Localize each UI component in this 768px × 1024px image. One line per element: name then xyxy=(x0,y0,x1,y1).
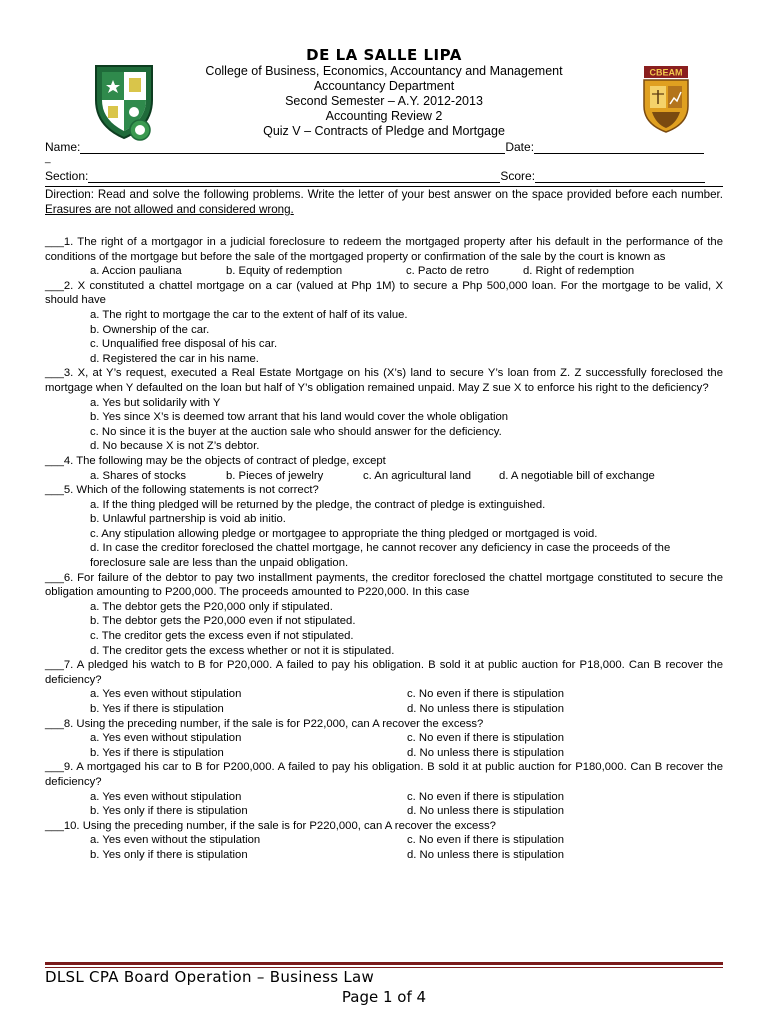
footer-title: DLSL CPA Board Operation – Business Law xyxy=(45,968,375,986)
option[interactable]: b. Pieces of jewelry xyxy=(226,469,324,482)
question-10-options-row1 xyxy=(45,833,723,848)
option[interactable]: b. Equity of redemption xyxy=(226,265,343,278)
question-4: ___4. The following may be the objects of contract of pledge, except xyxy=(45,454,386,467)
option[interactable]: a. The right to mortgage the car to the extent of half of its value. xyxy=(90,308,408,321)
option[interactable]: c. No even if there is stipulation xyxy=(407,790,564,803)
option[interactable]: d. Registered the car in his name. xyxy=(90,352,259,365)
option[interactable]: c. No even if there is stipulation xyxy=(407,688,564,701)
quiz-title: Quiz V – Contracts of Pledge and Mortgage xyxy=(263,124,505,138)
option[interactable]: b. Unlawful partnership is void ab initio. xyxy=(90,513,286,526)
option[interactable]: c. Pacto de retro xyxy=(406,265,489,278)
question-9: ___9. A mortgaged his car to B for P200,000. A failed to pay his obligation. B sold it at public auction for P180,000. Can B recover the deficiency? xyxy=(45,761,723,788)
option[interactable]: d. In case the creditor foreclosed the chattel mortgage, he cannot recover any deficiency in case the proceeds of the foreclosure sale are less than the unpaid obligation. xyxy=(90,542,671,570)
question-8: ___8. Using the preceding number, if the sale is for P22,000, can A recover the excess? xyxy=(45,717,484,730)
option[interactable]: d. No unless there is stipulation xyxy=(407,703,564,715)
option[interactable]: d. No unless there is stipulation xyxy=(407,848,564,861)
option[interactable]: a. Yes even without the stipulation xyxy=(90,834,261,847)
option[interactable]: b. Yes if there is stipulation xyxy=(90,703,224,715)
question-7-options-row1 xyxy=(45,687,723,702)
option[interactable]: b. Yes if there is stipulation xyxy=(90,746,224,759)
department-name: Accountancy Department xyxy=(313,79,455,93)
option[interactable]: c. No since it is the buyer at the auction sale who should answer for the deficiency. xyxy=(90,425,502,438)
option[interactable]: d. No unless there is stipulation xyxy=(407,746,564,759)
option[interactable]: a. Yes even without stipulation xyxy=(90,732,242,745)
section-label: Section: xyxy=(45,169,89,183)
question-2: ___2. X constituted a chattel mortgage on a car (valued at Php 1M) to secure a Php 500,000 loan. For the mortgage to be valid, X should have xyxy=(45,279,723,307)
option[interactable]: d. No because X is not Z’s debtor. xyxy=(90,440,260,453)
direction-text xyxy=(45,188,723,217)
direction-body: Direction: Read and solve the following problems. Write the letter of your best answer on the space provided before each number. xyxy=(45,188,723,201)
name-date-row xyxy=(45,140,723,154)
question-9-options-row2 xyxy=(45,804,723,819)
option[interactable]: b. Yes only if there is stipulation xyxy=(90,805,248,818)
college-name: College of Business, Economics, Accountancy and Management xyxy=(205,64,563,78)
date-label: Date: xyxy=(505,140,535,154)
question-10-options-row2 xyxy=(45,848,723,863)
page-number: Page 1 of 4 xyxy=(341,988,427,1006)
course-name: Accounting Review 2 xyxy=(325,109,443,123)
option[interactable]: c. An agricultural land xyxy=(363,469,472,482)
option[interactable]: a. If the thing pledged will be returned by the pledge, the contract of pledge is extinguished. xyxy=(90,498,546,511)
name-label: Name: xyxy=(45,140,81,154)
option[interactable]: b. Yes since X’s is deemed tow arrant that his land would cover the whole obligation xyxy=(90,411,509,424)
score-label: Score: xyxy=(500,169,536,183)
option[interactable]: a. Yes even without stipulation xyxy=(90,688,242,701)
semester-line: Second Semester – A.Y. 2012-2013 xyxy=(285,94,483,108)
option[interactable]: c. The creditor gets the excess even if not stipulated. xyxy=(90,630,354,643)
stray-mark: _ xyxy=(45,153,51,164)
option[interactable]: d. Right of redemption xyxy=(523,265,635,278)
question-8-options-row2 xyxy=(45,746,723,761)
svg-text:CBEAM: CBEAM xyxy=(649,67,683,78)
option[interactable]: c. Any stipulation allowing pledge or mortgagee to appropriate the thing pledged or mortgaged is void. xyxy=(90,527,598,540)
option[interactable]: a. Yes but solidarily with Y xyxy=(90,396,221,409)
question-4-options xyxy=(45,469,723,484)
question-10: ___10. Using the preceding number, if the sale is for P220,000, can A recover the excess? xyxy=(45,819,496,832)
option[interactable]: d. No unless there is stipulation xyxy=(407,805,564,818)
footer-divider-thick xyxy=(45,962,723,965)
question-8-options-row1 xyxy=(45,731,723,746)
option[interactable]: a. Shares of stocks xyxy=(90,469,187,482)
section-field[interactable] xyxy=(88,171,500,183)
option[interactable]: a. Accion pauliana xyxy=(90,265,182,278)
questions-list xyxy=(45,235,723,863)
option[interactable]: c. No even if there is stipulation xyxy=(407,732,564,745)
question-5: ___5. Which of the following statements is not correct? xyxy=(45,484,319,497)
option[interactable]: d. The creditor gets the excess whether or not it is stipulated. xyxy=(90,644,395,657)
question-7: ___7. A pledged his watch to B for P20,000. A failed to pay his obligation. B sold it at public auction for P18,000. Can B recover the deficiency? xyxy=(45,659,723,686)
question-3: ___3. X, at Y’s request, executed a Real Estate Mortgage on his (X’s) land to secure Y’s loan from Z. Z successfully foreclosed the mortgage when Y defaulted on the loan but half of Y’s obligation remained unpaid. May Z sue X to enforce his right to the deficiency? xyxy=(45,367,723,394)
section-score-row xyxy=(45,169,723,183)
option[interactable]: d. A negotiable bill of exchange xyxy=(499,469,655,482)
option[interactable]: b. Yes only if there is stipulation xyxy=(90,848,248,861)
question-1: ___1. The right of a mortgagor in a judicial foreclosure to redeem the mortgaged property after his default in the performance of the conditions of the mortgage but before the sale of the mortgaged property or confirmation of the sale by the court is known as xyxy=(45,236,723,263)
option[interactable]: c. Unqualified free disposal of his car. xyxy=(90,338,278,351)
option[interactable]: c. No even if there is stipulation xyxy=(407,834,564,847)
cbeam-logo xyxy=(640,64,692,134)
option[interactable]: b. Ownership of the car. xyxy=(90,323,210,336)
option[interactable]: a. Yes even without stipulation xyxy=(90,790,242,803)
question-1-options xyxy=(45,264,723,279)
school-name: DE LA SALLE LIPA xyxy=(306,46,462,64)
question-6: ___6. For failure of the debtor to pay two installment payments, the creditor foreclosed the chattel mortgage constituted to secure the obligation amounting to P200,000. The proceeds amounted to P220,000. In this case xyxy=(45,571,723,599)
score-field[interactable] xyxy=(535,171,705,183)
question-7-options-row2 xyxy=(45,702,723,717)
option[interactable]: a. The debtor gets the P20,000 only if stipulated. xyxy=(90,600,333,613)
question-9-options-row1 xyxy=(45,790,723,805)
header-divider xyxy=(45,186,723,187)
option[interactable]: b. The debtor gets the P20,000 even if not stipulated. xyxy=(90,615,356,628)
direction-warning: Erasures are not allowed and considered wrong. xyxy=(45,202,294,216)
